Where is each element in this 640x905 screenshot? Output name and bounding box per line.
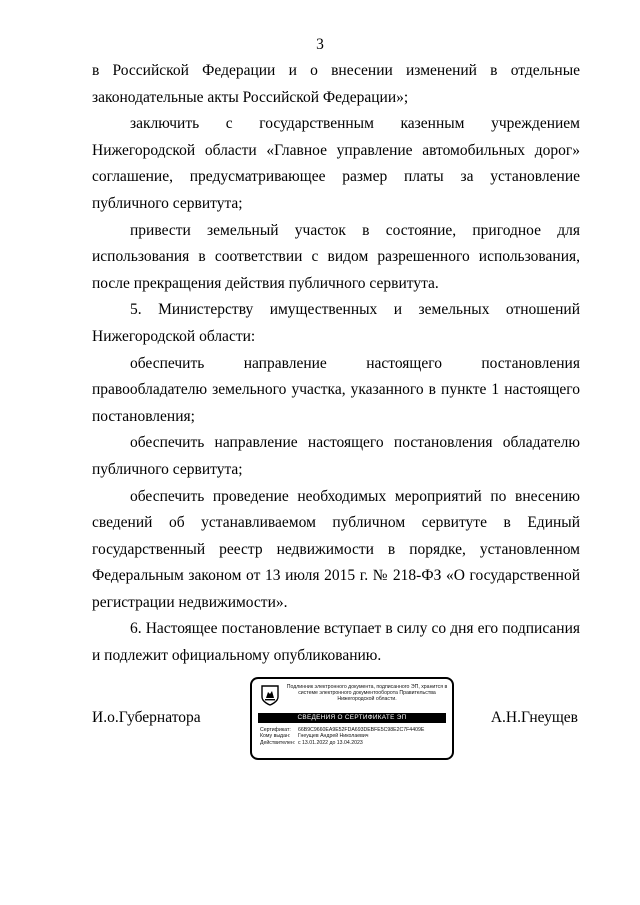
stamp-row-value: Гнеущев Андрей Николаевич [298,733,369,740]
paragraph: заключить с государственным казенным учреждением Нижегородской области «Главное управление автомобильных дорог» соглашение, предусматривающее размер платы за установление публичного сервитута; [92,115,580,212]
stamp-row-label: Сертификат: [260,727,291,733]
stamp-row-value: с 13.01.2022 до 13.04.2023 [298,739,363,746]
electronic-signature-stamp [250,677,454,760]
signatory-title: И.о.Губернатора [92,709,201,726]
page-number: 3 [316,36,324,53]
paragraph: в Российской Федерации и о внесении изменений в отдельные законодательные акты Российской Федерации»; [92,62,580,106]
paragraph: 5. Министерству имущественных и земельных отношений Нижегородской области: [92,301,580,345]
stamp-details [260,727,450,746]
paragraph: 6. Настоящее постановление вступает в силу со дня его подписания и подлежит официальному опубликованию. [92,620,580,665]
stamp-row-label: Кому выдан: [260,733,291,740]
stamp-row-validity [260,740,450,746]
stamp-header: Подлинник электронного документа, подписанного ЭП, хранится в системе электронного документооборота Правительства Нижегородской области. [286,684,448,703]
paragraph: обеспечить проведение необходимых мероприятий по внесению сведений об устанавливаемом публичном сервитуте в Единый государственный реестр недвижимости в порядке, установленном Федеральным законом от 13 июля 2015 г. № 218-ФЗ «О государственной регистрации недвижимости». [92,487,580,611]
paragraph: привести земельный участок в состояние, пригодное для использования в соответствии с видом разрешенного использования, после прекращения действия публичного сервитута. [92,221,580,292]
signatory-name: А.Н.Гнеущев [490,709,578,726]
coat-of-arms-icon [261,685,279,706]
paragraph: обеспечить направление настоящего постановления обладателю публичного сервитута; [92,434,580,478]
paragraph: обеспечить направление настоящего постановления правообладателю земельного участка, указанного в пункте 1 настоящего постановления; [92,354,580,425]
stamp-title-bar: СВЕДЕНИЯ О СЕРТИФИКАТЕ ЭП [258,713,446,723]
stamp-row-label: Действителен: [260,739,296,746]
stamp-row-value: 66B9C9660EA9E52FDA693DEBFE5C98E2C7F4409E [298,727,425,733]
body-text [92,58,580,670]
